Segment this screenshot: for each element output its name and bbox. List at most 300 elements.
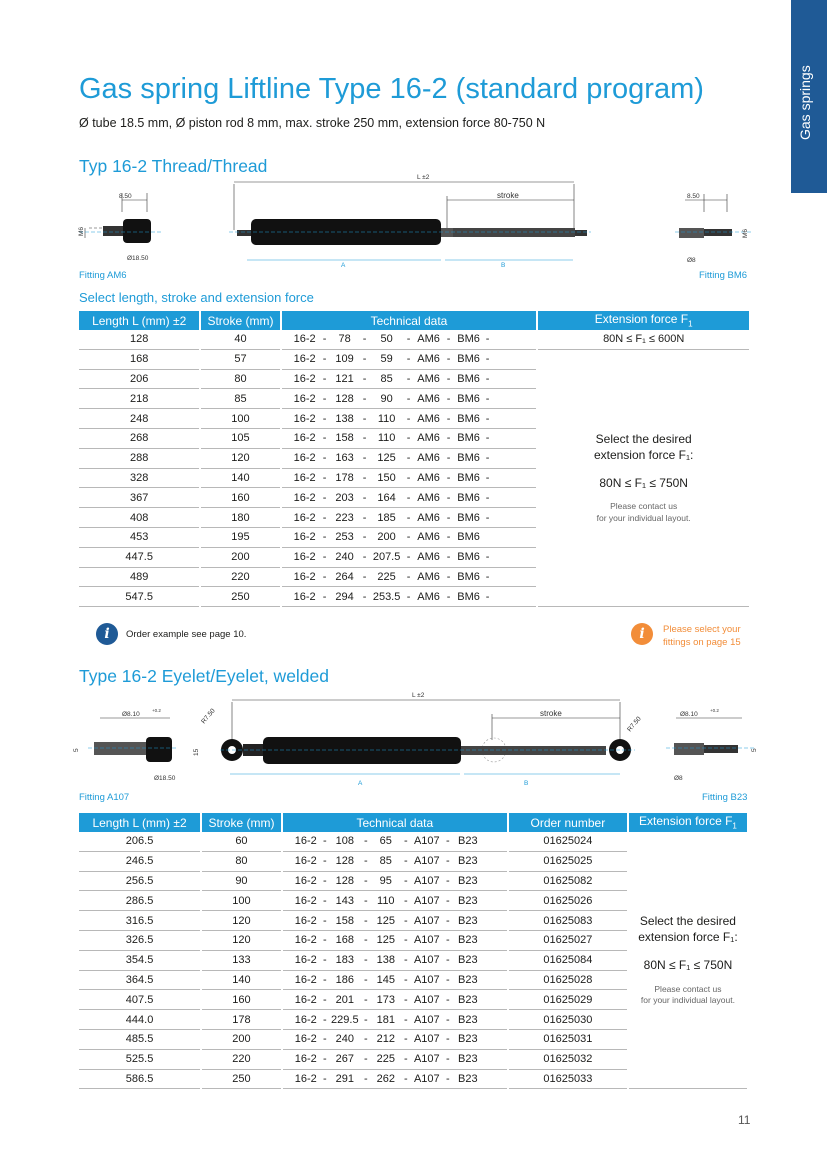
stroke-cell: 160 (202, 990, 281, 1010)
stroke-cell: 220 (201, 568, 279, 588)
extension-force-cell: 80N ≤ F₁ ≤ 600N (538, 330, 749, 350)
order-number-cell: 01625029 (509, 990, 627, 1010)
stroke-cell: 60 (202, 832, 281, 852)
tech-part: - (445, 914, 450, 927)
tech-part: AM6 (417, 491, 440, 504)
tech-part: - (485, 570, 490, 583)
contact-note: Please contact us for your individual layout. (640, 983, 735, 1006)
length-cell: 444.0 (79, 1010, 200, 1030)
fitting-b23-drawing (666, 708, 758, 782)
svg-text:Ø18.50: Ø18.50 (127, 255, 149, 262)
length-cell: 407.5 (79, 990, 200, 1010)
tech-part: 90 (380, 392, 393, 405)
tech-part: - (406, 551, 411, 564)
page-number: 11 (738, 1113, 751, 1127)
tech-part: 164 (377, 491, 396, 504)
tech-part: 128 (335, 855, 354, 868)
svg-text:A: A (341, 262, 346, 269)
svg-text:8.50: 8.50 (687, 193, 700, 200)
length-cell: 547.5 (79, 587, 199, 607)
tech-part: 253 (335, 531, 354, 544)
tech-part: - (322, 531, 327, 544)
tech-part: AM6 (417, 551, 440, 564)
col-order-number: Order number (509, 813, 627, 832)
tech-part: - (322, 914, 327, 927)
tech-part: 95 (379, 874, 392, 887)
technical-data-cell (283, 971, 507, 991)
technical-data-cell (282, 449, 537, 469)
table-row (79, 350, 749, 370)
order-number-cell: 01625033 (509, 1070, 627, 1090)
tech-part: 109 (335, 353, 354, 366)
technical-data-cell (283, 852, 507, 872)
tech-part: A107 (413, 1013, 440, 1026)
order-number-cell: 01625028 (509, 971, 627, 991)
technical-data-cell (282, 548, 537, 568)
technical-data-cell (283, 990, 507, 1010)
tech-part: - (445, 1053, 450, 1066)
technical-data-cell (283, 931, 507, 951)
svg-text:L ±2: L ±2 (417, 174, 430, 181)
fitting-bm6-label: Fitting BM6 (699, 270, 748, 281)
tech-part: - (363, 954, 368, 967)
tech-part: A107 (413, 1072, 440, 1085)
technical-data-cell (282, 429, 537, 449)
col-length: Length L (mm) ±2 (79, 813, 200, 832)
svg-text:15: 15 (193, 748, 200, 756)
tech-part: - (363, 993, 368, 1006)
tech-part: 110 (377, 894, 395, 907)
tech-part: - (445, 1033, 450, 1046)
fitting-a107-label: Fitting A107 (79, 792, 130, 803)
col-technical-data: Technical data (283, 813, 507, 832)
tech-part: 110 (377, 412, 396, 425)
tech-part: 178 (335, 471, 354, 484)
tech-part: 163 (335, 452, 354, 465)
tech-part: BM6 (457, 452, 480, 465)
tech-part: 85 (379, 855, 392, 868)
svg-text:stroke: stroke (540, 709, 562, 718)
technical-data-cell (282, 330, 537, 350)
technical-data-cell (282, 350, 537, 370)
tech-part: BM6 (457, 372, 480, 385)
technical-data-cell (282, 370, 537, 390)
tech-part: 181 (376, 1013, 395, 1026)
tech-part: 108 (335, 835, 354, 848)
tech-part: 16-2 (294, 1053, 317, 1066)
tech-part: 229.5 (331, 1013, 359, 1026)
tech-part: - (362, 412, 367, 425)
tech-part: - (322, 452, 327, 465)
tech-part: B23 (458, 934, 478, 947)
tech-part: - (322, 835, 327, 848)
thread-spring-body (229, 174, 591, 269)
svg-text:R7.50: R7.50 (626, 715, 643, 734)
select-force-line2: extension force F₁: (638, 930, 738, 945)
tech-part: - (445, 894, 450, 907)
length-cell: 246.5 (79, 852, 200, 872)
tech-part: - (403, 1072, 408, 1085)
tech-part: - (445, 993, 450, 1006)
tech-part: - (362, 491, 367, 504)
length-cell: 316.5 (79, 911, 200, 931)
tech-part: - (403, 934, 408, 947)
tech-part: - (445, 874, 450, 887)
tech-part: B23 (458, 894, 478, 907)
order-example-note: Order example see page 10. (126, 629, 247, 640)
tech-part: - (322, 412, 327, 425)
tech-part: - (322, 1053, 327, 1066)
svg-text:+0.2: +0.2 (710, 708, 719, 713)
tech-part: - (363, 973, 368, 986)
tech-part: - (446, 471, 451, 484)
tech-part: - (445, 835, 450, 848)
tech-part: - (322, 973, 327, 986)
length-cell: 206 (79, 370, 199, 390)
tech-part: - (446, 511, 451, 524)
stroke-cell: 80 (201, 370, 279, 390)
tech-part: AM6 (417, 531, 440, 544)
tech-part: - (363, 1013, 368, 1026)
tech-part: 78 (338, 333, 351, 346)
tech-part: - (445, 855, 450, 868)
tech-part: - (445, 1013, 450, 1026)
length-cell: 447.5 (79, 548, 199, 568)
info-icon-orange: i (631, 623, 653, 645)
tech-part: B23 (458, 1072, 478, 1085)
tech-part: - (363, 914, 368, 927)
svg-text:R7.50: R7.50 (200, 707, 217, 726)
svg-text:M6: M6 (742, 228, 749, 238)
tech-part: - (322, 993, 327, 1006)
tech-part: 223 (335, 511, 354, 524)
eyelet-spring-drawing (70, 688, 760, 788)
tech-part: B23 (458, 874, 478, 887)
tech-part: 185 (377, 511, 396, 524)
order-number-cell: 01625024 (509, 832, 627, 852)
tech-part: - (363, 1033, 368, 1046)
length-cell: 218 (79, 389, 199, 409)
tech-part: 138 (335, 412, 354, 425)
stroke-cell: 200 (202, 1030, 281, 1050)
tech-part: B23 (458, 1013, 478, 1026)
tech-part: 16-2 (293, 511, 316, 524)
tech-part: - (322, 432, 327, 445)
tech-part: B23 (458, 1053, 478, 1066)
tech-part: - (406, 412, 411, 425)
tech-part: - (403, 954, 408, 967)
fitting-a107-drawing (73, 708, 178, 782)
tech-part: - (322, 471, 327, 484)
tech-part: A107 (413, 894, 440, 907)
tech-part: A107 (413, 874, 440, 887)
tech-part: - (485, 412, 490, 425)
technical-data-cell (283, 951, 507, 971)
col-extension-force: Extension force $F_1$ (538, 311, 749, 330)
svg-text:stroke: stroke (497, 191, 519, 200)
length-cell: 367 (79, 488, 199, 508)
tech-part: 16-2 (293, 412, 316, 425)
tech-part: BM6 (457, 412, 480, 425)
tech-part: 225 (377, 570, 396, 583)
technical-data-cell (283, 1050, 507, 1070)
stroke-cell: 100 (201, 409, 279, 429)
tech-part: - (446, 491, 451, 504)
tech-part: - (403, 874, 408, 887)
tech-part: - (485, 491, 490, 504)
tech-part: - (322, 874, 327, 887)
technical-data-cell (283, 911, 507, 931)
tech-part: - (322, 1013, 327, 1026)
tech-part: - (485, 353, 490, 366)
tech-part: - (363, 894, 368, 907)
stroke-cell: 90 (202, 872, 281, 892)
tech-part: B23 (458, 914, 478, 927)
tech-part: - (322, 934, 327, 947)
tech-part: - (362, 570, 367, 583)
length-cell: 248 (79, 409, 199, 429)
tech-part: - (446, 333, 451, 346)
tech-part: - (406, 570, 411, 583)
tech-part: - (485, 392, 490, 405)
tech-part: - (446, 452, 451, 465)
technical-data-cell (283, 891, 507, 911)
table-row (79, 330, 749, 350)
tech-part: 143 (335, 894, 354, 907)
order-number-cell: 01625030 (509, 1010, 627, 1030)
fitting-b23-label: Fitting B23 (702, 792, 748, 803)
stroke-cell: 250 (201, 587, 279, 607)
tech-part: A107 (413, 1033, 440, 1046)
tech-part: - (406, 471, 411, 484)
tech-part: - (406, 392, 411, 405)
length-cell: 485.5 (79, 1030, 200, 1050)
tech-part: - (322, 353, 327, 366)
tech-part: 262 (376, 1072, 395, 1085)
svg-text:A: A (358, 780, 363, 787)
tech-part: - (362, 372, 367, 385)
tech-part: 291 (335, 1072, 354, 1085)
length-cell: 168 (79, 350, 199, 370)
tech-part: 16-2 (294, 1033, 317, 1046)
table-row (79, 832, 747, 852)
stroke-cell: 133 (202, 951, 281, 971)
tech-part: - (445, 954, 450, 967)
tech-part: A107 (413, 973, 440, 986)
tech-part: AM6 (417, 471, 440, 484)
technical-data-cell (282, 508, 537, 528)
order-number-cell: 01625027 (509, 931, 627, 951)
length-cell: 128 (79, 330, 199, 350)
tech-part: 16-2 (293, 372, 316, 385)
eyelet-spring-body (193, 692, 643, 787)
fitting-am6-label: Fitting AM6 (79, 270, 127, 281)
tech-part: BM6 (457, 353, 480, 366)
tech-part: AM6 (417, 392, 440, 405)
tech-part: - (322, 372, 327, 385)
tech-part: 16-2 (293, 432, 316, 445)
svg-text:5: 5 (73, 748, 80, 752)
tech-part: - (322, 551, 327, 564)
tech-part: - (406, 333, 411, 346)
tech-part: 16-2 (294, 934, 317, 947)
stroke-cell: 220 (202, 1050, 281, 1070)
tech-part: 138 (376, 954, 395, 967)
tech-part: 128 (335, 874, 354, 887)
tech-part: - (403, 1013, 408, 1026)
tech-part: - (322, 511, 327, 524)
tech-part: - (362, 551, 367, 564)
tech-part: 225 (376, 1053, 395, 1066)
stroke-cell: 120 (202, 931, 281, 951)
tech-part: 16-2 (294, 1072, 317, 1085)
tech-part: 186 (335, 973, 354, 986)
tech-part: - (446, 412, 451, 425)
tech-part: B23 (458, 973, 478, 986)
tech-part: AM6 (417, 452, 440, 465)
select-force-line2: extension force F₁: (593, 447, 694, 462)
tech-part: - (485, 432, 490, 445)
eyelet-spec-table (77, 813, 749, 1089)
tech-part: B23 (458, 1033, 478, 1046)
tech-part: 59 (380, 353, 393, 366)
tech-part: - (322, 491, 327, 504)
tech-part: 16-2 (294, 914, 317, 927)
tech-part: A107 (413, 914, 440, 927)
svg-text:B: B (501, 262, 506, 269)
side-tab (791, 0, 827, 193)
stroke-cell: 178 (202, 1010, 281, 1030)
tech-part: - (322, 894, 327, 907)
thread-spring-drawing (79, 170, 759, 270)
tech-part: AM6 (417, 590, 440, 603)
tech-part: A107 (413, 954, 440, 967)
svg-text:B: B (524, 780, 529, 787)
tech-part: 65 (379, 835, 392, 848)
tech-part: - (403, 973, 408, 986)
svg-text:5: 5 (751, 748, 758, 752)
length-cell: 586.5 (79, 1070, 200, 1090)
length-cell: 288 (79, 449, 199, 469)
tech-part: 267 (335, 1053, 354, 1066)
technical-data-cell (282, 488, 537, 508)
tech-part: - (403, 1053, 408, 1066)
tech-part: 253.5 (372, 590, 401, 603)
tech-part: 201 (335, 993, 354, 1006)
tech-part: 16-2 (293, 531, 316, 544)
tech-part: 16-2 (293, 392, 316, 405)
section2-heading: Type 16-2 Eyelet/Eyelet, welded (79, 666, 330, 686)
page-subtitle: Ø tube 18.5 mm, Ø piston rod 8 mm, max. stroke 250 mm, extension force 80-750 N (79, 116, 546, 130)
tech-part: BM6 (457, 570, 480, 583)
tech-part: - (403, 914, 408, 927)
tech-part: A107 (413, 1053, 440, 1066)
tech-part: - (322, 570, 327, 583)
tech-part: 183 (335, 954, 354, 967)
tech-part: - (446, 590, 451, 603)
stroke-cell: 160 (201, 488, 279, 508)
tech-part: A107 (413, 993, 440, 1006)
tech-part: - (362, 392, 367, 405)
tech-part: - (446, 372, 451, 385)
tech-part: - (446, 432, 451, 445)
tech-part: AM6 (417, 333, 440, 346)
length-cell: 408 (79, 508, 199, 528)
tech-part: BM6 (457, 432, 480, 445)
tech-part: 240 (335, 551, 354, 564)
tech-part: - (406, 372, 411, 385)
tech-part: BM6 (457, 471, 480, 484)
tech-part: - (446, 392, 451, 405)
tech-part: - (406, 590, 411, 603)
tech-part: - (445, 1072, 450, 1085)
tech-part: 294 (335, 590, 354, 603)
tech-part: AM6 (417, 353, 440, 366)
stroke-cell: 85 (201, 389, 279, 409)
tech-part: A107 (413, 934, 440, 947)
length-cell: 453 (79, 528, 199, 548)
length-cell: 268 (79, 429, 199, 449)
length-cell: 525.5 (79, 1050, 200, 1070)
tech-part: 264 (335, 570, 354, 583)
tech-part: BM6 (457, 590, 480, 603)
info-icon: i (96, 623, 118, 645)
tech-part: 16-2 (293, 452, 316, 465)
col-stroke: Stroke (mm) (201, 311, 279, 330)
tech-part: - (446, 551, 451, 564)
fittings-note: Please select your fittings on page 15 (663, 624, 741, 648)
tech-part: 150 (377, 471, 396, 484)
col-technical-data: Technical data (282, 311, 537, 330)
tech-part: BM6 (457, 531, 480, 544)
tech-part: - (406, 491, 411, 504)
tech-part: - (322, 855, 327, 868)
tech-part: BM6 (457, 392, 480, 405)
tech-part: BM6 (457, 333, 480, 346)
svg-text:M6: M6 (78, 226, 85, 236)
select-label: Select length, stroke and extension force (79, 290, 314, 305)
technical-data-cell (282, 409, 537, 429)
order-number-cell: 01625032 (509, 1050, 627, 1070)
tech-part: 16-2 (294, 835, 317, 848)
tech-part: - (322, 392, 327, 405)
technical-data-cell (282, 469, 537, 489)
tech-part: - (362, 511, 367, 524)
length-cell: 326.5 (79, 931, 200, 951)
svg-text:Ø18.50: Ø18.50 (154, 775, 176, 782)
stroke-cell: 200 (201, 548, 279, 568)
stroke-cell: 80 (202, 852, 281, 872)
tech-part: - (406, 531, 411, 544)
tech-part: - (485, 551, 490, 564)
tech-part: AM6 (417, 372, 440, 385)
tech-part: BM6 (457, 491, 480, 504)
tech-part: - (406, 353, 411, 366)
table-header-row (79, 813, 747, 832)
tech-part: - (406, 452, 411, 465)
stroke-cell: 57 (201, 350, 279, 370)
tech-part: 173 (376, 993, 395, 1006)
technical-data-cell (282, 389, 537, 409)
tech-part: - (446, 570, 451, 583)
technical-data-cell (283, 872, 507, 892)
tech-part: 16-2 (293, 471, 316, 484)
stroke-cell: 120 (202, 911, 281, 931)
side-tab-label: Gas springs (797, 65, 813, 140)
tech-part: 128 (335, 392, 354, 405)
length-cell: 489 (79, 568, 199, 588)
tech-part: B23 (458, 993, 478, 1006)
